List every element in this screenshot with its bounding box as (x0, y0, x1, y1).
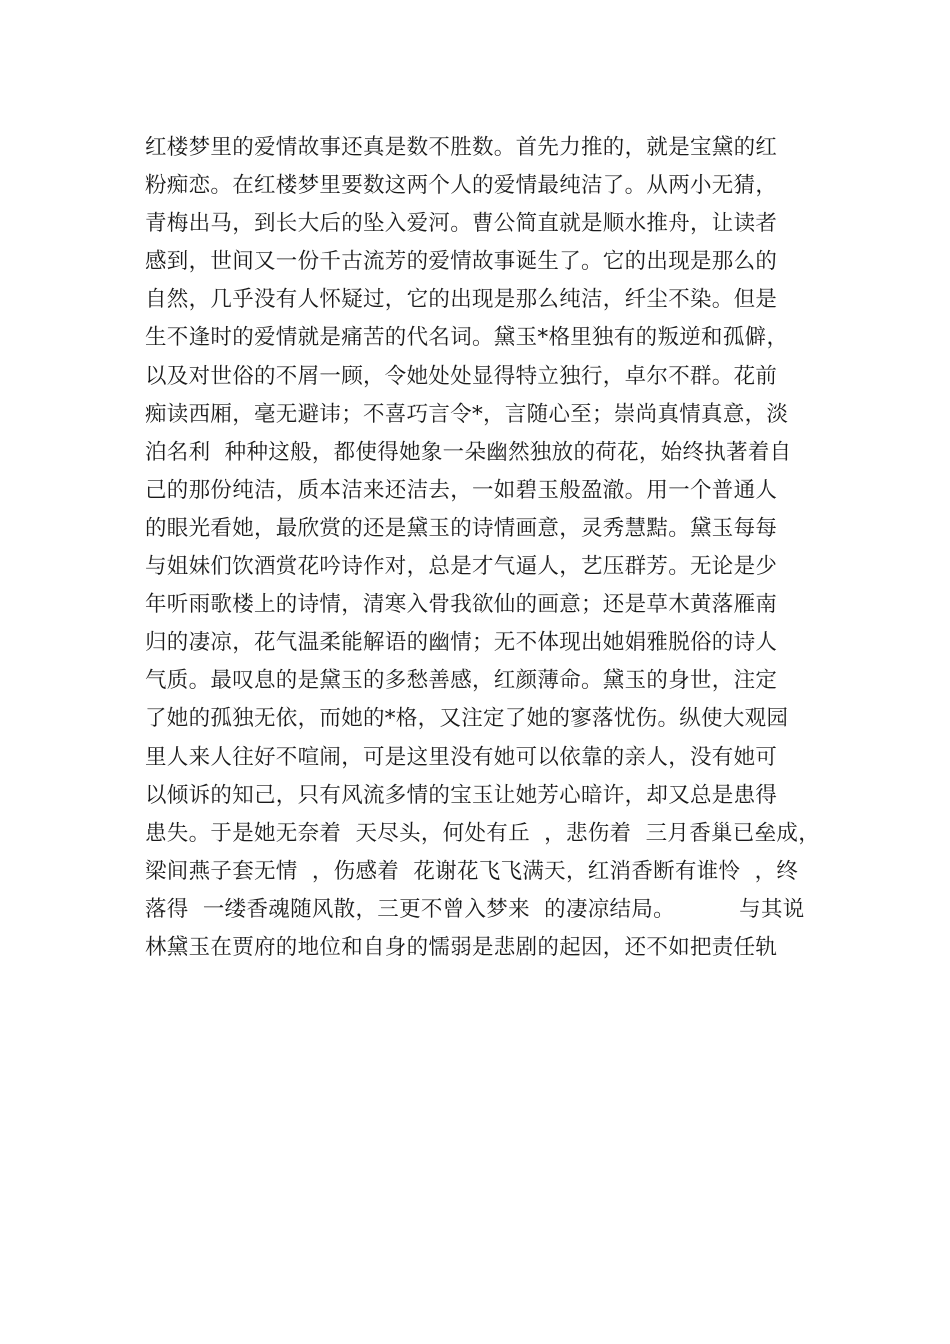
text-line: 患失。于是她无奈着 天尽头，何处有丘 ，悲伤着 三月香巢已垒成， (145, 820, 821, 846)
text-line: 自然，几乎没有人怀疑过，它的出现是那么纯洁，纤尘不染。但是 (145, 287, 778, 313)
text-line: 里人来人往好不喧闹，可是这里没有她可以依靠的亲人，没有她可 (145, 744, 778, 770)
text-line: 年听雨歌楼上的诗情，清寒入骨我欲仙的画意；还是草木黄落雁南 (145, 592, 778, 618)
text-line: 青梅出马，到长大后的坠入爱河。曹公简直就是顺水推舟，让读者 (145, 211, 778, 237)
text-line: 以倾诉的知己，只有风流多情的宝玉让她芳心暗许，却又总是患得 (145, 782, 778, 808)
text-line: 红楼梦里的爱情故事还真是数不胜数。首先力推的，就是宝黛的红 (145, 135, 778, 160)
text-line: 泊名利 种种这般，都使得她象一朵幽然独放的荷花，始终执著着自 (145, 439, 792, 465)
text-line: 痴读西厢，毫无避讳；不喜巧言令*，言随心至；崇尚真情真意，淡 (145, 401, 789, 427)
text-line: 粉痴恋。在红楼梦里要数这两个人的爱情最纯洁了。从两小无猜， (145, 173, 778, 199)
text-line: 林黛玉在贾府的地位和自身的懦弱是悲剧的起因，还不如把责任轨 (145, 934, 778, 960)
text-line: 生不逢时的爱情就是痛苦的代名词。黛玉*格里独有的叛逆和孤僻， (145, 325, 789, 351)
text-line: 气质。最叹息的是黛玉的多愁善感，红颜薄命。黛玉的身世，注定 (145, 668, 778, 694)
text-line: 梁间燕子套无情 ，伤感着 花谢花飞飞满天，红消香断有谁怜 ，终 (145, 858, 799, 884)
text-line: 的眼光看她，最欣赏的还是黛玉的诗情画意，灵秀慧黠。黛玉每每 (145, 515, 778, 541)
text-line: 归的凄凉，花气温柔能解语的幽情；无不体现出她娟雅脱俗的诗人 (145, 630, 778, 656)
text-line: 己的那份纯洁，质本洁来还洁去，一如碧玉般盈澈。用一个普通人 (145, 477, 778, 503)
text-line: 以及对世俗的不屑一顾，令她处处显得特立独行，卓尔不群。花前 (145, 363, 778, 389)
text-line: 与姐妹们饮酒赏花吟诗作对，总是才气逼人，艺压群芳。无论是少 (145, 554, 778, 580)
text-line: 落得 一缕香魂随风散，三更不曾入梦来 的凄凉结局。 与其说 (145, 896, 805, 922)
text-line: 感到，世间又一份千古流芳的爱情故事诞生了。它的出现是那么的 (145, 249, 778, 275)
body-paragraph (145, 129, 845, 967)
text-line: 了她的孤独无依，而她的*格，又注定了她的寥落忧伤。纵使大观园 (145, 706, 789, 732)
